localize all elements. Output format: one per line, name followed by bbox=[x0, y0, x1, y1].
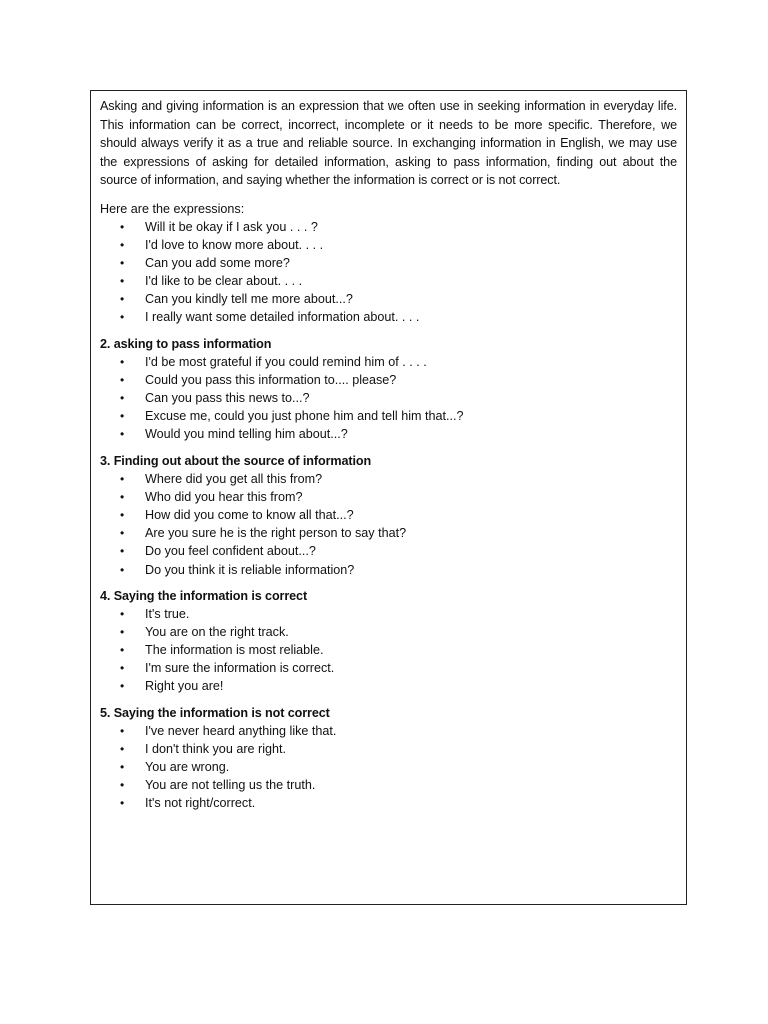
bullet-icon: • bbox=[120, 507, 125, 522]
lead-text: Here are the expressions: bbox=[100, 201, 245, 216]
bullet-icon: • bbox=[120, 409, 125, 424]
section1-list bbox=[100, 218, 677, 327]
list-item: • Will it be okay if I ask you . . . ? bbox=[100, 218, 677, 236]
list-item: • I'd be most grateful if you could remind him of . . . . bbox=[100, 353, 677, 371]
bullet-icon: • bbox=[120, 255, 125, 270]
list-item: • How did you come to know all that...? bbox=[100, 506, 677, 524]
bullet-icon: • bbox=[120, 723, 125, 738]
bullet-icon: • bbox=[120, 562, 125, 577]
bullet-icon: • bbox=[120, 310, 125, 325]
list-item: • Who did you hear this from? bbox=[100, 488, 677, 506]
bullet-icon: • bbox=[120, 219, 125, 234]
bullet-icon: • bbox=[120, 796, 125, 811]
list-item: • Could you pass this information to.... please? bbox=[100, 371, 677, 389]
list-item: • You are wrong. bbox=[100, 758, 677, 776]
bullet-icon: • bbox=[120, 661, 125, 676]
bullet-icon: • bbox=[120, 354, 125, 369]
list-item: • Do you feel confident about...? bbox=[100, 542, 677, 560]
bullet-icon: • bbox=[120, 606, 125, 621]
bullet-icon: • bbox=[120, 741, 125, 756]
bullet-icon: • bbox=[120, 760, 125, 774]
bullet-icon: • bbox=[120, 624, 125, 639]
list-item: • Where did you get all this from? bbox=[100, 470, 677, 488]
intro-paragraph: Asking and giving information is an expression that we often use in seeking information in everyday life. This information can be correct, incorrect, incomplete or it needs to be more specific. Therefore, we should always verify it as a true and reliable source. In exchanging information in English, we may use the expressions of asking for detailed information, asking to pass information, finding out about the source of information, and saying whether the information is correct or is not correct. bbox=[100, 99, 677, 187]
bullet-icon: • bbox=[120, 544, 125, 559]
section4-heading: 4. Saying the information is correct bbox=[100, 588, 308, 603]
list-item: • I'd love to know more about. . . . bbox=[100, 236, 677, 254]
list-item: • It's true. bbox=[100, 605, 677, 623]
bullet-icon: • bbox=[120, 526, 125, 541]
list-item: • I'd like to be clear about. . . . bbox=[100, 272, 677, 290]
bullet-icon: • bbox=[120, 471, 125, 486]
list-item: • Can you kindly tell me more about...? bbox=[100, 290, 677, 308]
bullet-icon: • bbox=[120, 778, 125, 793]
list-item: • Excuse me, could you just phone him and tell him that...? bbox=[100, 407, 677, 425]
section5-heading: 5. Saying the information is not correct bbox=[100, 705, 330, 720]
bullet-icon: • bbox=[120, 237, 125, 252]
bullet-icon: • bbox=[120, 274, 125, 289]
bullet-icon: • bbox=[120, 489, 125, 504]
list-item: • I'm sure the information is correct. bbox=[100, 659, 677, 677]
list-item: • I don't think you are right. bbox=[100, 740, 677, 758]
bullet-icon: • bbox=[120, 679, 125, 694]
list-item: • The information is most reliable. bbox=[100, 641, 677, 659]
section3-list bbox=[100, 470, 677, 579]
list-item: • You are on the right track. bbox=[100, 623, 677, 641]
section2-heading: 2. asking to pass information bbox=[100, 336, 272, 351]
list-item: • You are not telling us the truth. bbox=[100, 776, 677, 794]
bullet-icon: • bbox=[120, 372, 125, 387]
list-item: • Can you add some more? bbox=[100, 254, 677, 272]
bullet-icon: • bbox=[120, 427, 125, 442]
bullet-icon: • bbox=[120, 643, 125, 658]
bullet-icon: • bbox=[120, 292, 125, 307]
list-item: • Do you think it is reliable information? bbox=[100, 561, 677, 579]
list-item: • Can you pass this news to...? bbox=[100, 389, 677, 407]
list-item: • I really want some detailed information about. . . . bbox=[100, 308, 677, 326]
section5-list bbox=[100, 722, 677, 813]
content-box bbox=[90, 90, 687, 905]
list-item: • It's not right/correct. bbox=[100, 794, 677, 812]
list-item: • I've never heard anything like that. bbox=[100, 722, 677, 740]
list-item: • Are you sure he is the right person to say that? bbox=[100, 524, 677, 542]
bullet-icon: • bbox=[120, 391, 125, 405]
section2-list bbox=[100, 353, 677, 444]
list-item: • Would you mind telling him about...? bbox=[100, 425, 677, 443]
section4-list bbox=[100, 605, 677, 696]
list-item: • Right you are! bbox=[100, 677, 677, 695]
section3-heading: 3. Finding out about the source of information bbox=[100, 453, 372, 468]
